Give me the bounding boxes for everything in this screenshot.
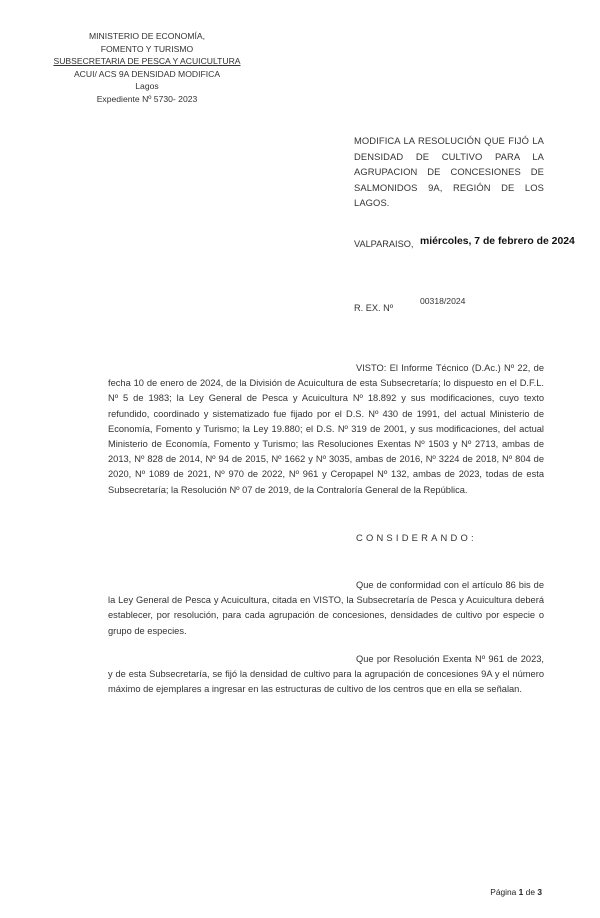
page-current: 1: [518, 887, 524, 897]
page-total: 3: [537, 887, 542, 897]
header-block: [52, 30, 242, 106]
resolution-date: miércoles, 7 de febrero de 2024: [420, 236, 575, 247]
considerando-heading: CONSIDERANDO:: [356, 532, 477, 543]
visto-paragraph: [108, 361, 544, 498]
considerando-paragraph-1: [108, 578, 544, 639]
header-subsecretaria: SUBSECRETARIA DE PESCA Y ACUICULTURA: [53, 56, 241, 67]
place-label: VALPARAISO,: [354, 239, 414, 249]
visto-text: VISTO: El Informe Técnico (D.Ac.) Nº 22, de fecha 10 de enero de 2024, de la División de Acuicultura de esta Subsecretaría; lo dispuesto en el D.F.L. Nº 5 de 1983; la Ley General de Pesca y Acuicultura Nº 18.892 y sus modificaciones, cuyo texto refundido, coordinado y sistematizado fue fijado por el D.S. Nº 430 de 1991, del actual Ministerio de Economía, Fomento y Turismo; la Ley 19.880; el D.S. Nº 319 de 2001, y sus modificaciones, del actual Ministerio de Economía, Fomento y Turismo; las Resoluciones Exentas Nº 1503 y Nº 2713, ambas de 2013, Nº 828 de 2014, Nº 94 de 2015, Nº 1662 y Nº 3035, ambas de 2016, Nº 3224 de 2018, Nº 804 de 2020, Nº 1089 de 2021, Nº 970 de 2022, Nº 961 y Ceropapel Nº 132, ambas de 2023, todas de esta Subsecretaría; la Resolución Nº 07 de 2019, de la Contraloría General de la República.: [108, 363, 544, 495]
of-word: de: [525, 887, 535, 897]
resolution-subject: MODIFICA LA RESOLUCIÓN QUE FIJÓ LA DENSIDAD DE CULTIVO PARA LA AGRUPACION DE CONCESIONES DE SALMONIDOS 9A, REGIÓN DE LOS LAGOS.: [354, 135, 544, 208]
considerando-1-text: Que de conformidad con el artículo 86 bis de la Ley General de Pesca y Acuicultura, citada en VISTO, la Subsecretaría de Pesca y Acuicultura deberá establecer, por resolución, para cada agrupación de concesiones, densidades de cultivo por especie o grupo de especies.: [108, 580, 544, 636]
resolution-label: R. EX. Nº: [354, 303, 394, 313]
considerando-paragraph-2: [108, 652, 544, 698]
header-reference: ACUI/ ACS 9A DENSIDAD MODIFICA: [73, 68, 221, 79]
header-ministry-2: FOMENTO Y TURISMO: [100, 43, 194, 54]
header-ministry: MINISTERIO DE ECONOMÍA,: [88, 31, 206, 41]
resolution-number: 00318/2024: [420, 296, 466, 306]
page-number: [490, 887, 542, 897]
considerando-2-text: Que por Resolución Exenta Nº 961 de 2023, y de esta Subsecretaría, se fijó la densidad de cultivo para la agrupación de concesiones 9A y el número máximo de ejemplares a ingresar en las estructuras de cultivo de los centros que en ella se señalan.: [108, 654, 544, 695]
header-region: Lagos: [135, 81, 159, 92]
page-word: Página: [490, 887, 517, 897]
header-expediente: Expediente Nº 5730- 2023: [96, 93, 198, 104]
